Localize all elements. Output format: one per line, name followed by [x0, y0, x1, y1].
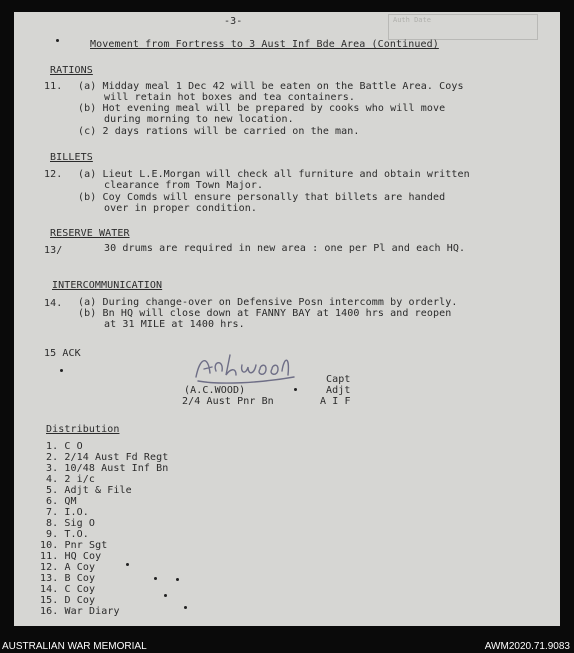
- intercomm-line: (b) Bn HQ will close down at FANNY BAY at 1400 hrs and reopen: [78, 308, 452, 319]
- signatory-unit: 2/4 Aust Pnr Bn: [182, 396, 274, 407]
- para-number: 13/: [44, 245, 63, 256]
- intercommunication-heading: INTERCOMMUNICATION: [52, 280, 163, 291]
- rations-line: (c) 2 days rations will be carried on the man.: [78, 126, 360, 137]
- billets-line: clearance from Town Major.: [104, 180, 264, 191]
- archive-stamp: Auth Date: [388, 14, 538, 40]
- rations-heading: RATIONS: [50, 65, 93, 76]
- rations-line: during morning to new location.: [104, 114, 294, 125]
- ink-speck: [56, 39, 59, 42]
- archive-footer: [0, 636, 574, 653]
- reserve-water-heading: RESERVE WATER: [50, 228, 130, 239]
- ink-speck: [60, 369, 63, 372]
- billets-line: (a) Lieut L.E.Morgan will check all furniture and obtain written: [78, 169, 470, 180]
- distribution-item: 7. I.O.: [46, 507, 89, 518]
- rations-line: will retain hot boxes and tea containers.: [104, 92, 355, 103]
- footer-institution: AUSTRALIAN WAR MEMORIAL: [2, 641, 147, 652]
- acknowledge: 15 ACK: [44, 348, 81, 359]
- intercomm-line: at 31 MILE at 1400 hrs.: [104, 319, 245, 330]
- ink-speck: [294, 388, 297, 391]
- distribution-item: 5. Adjt & File: [46, 485, 132, 496]
- distribution-item: 12. A Coy: [40, 562, 96, 573]
- distribution-item: 3. 10/48 Aust Inf Bn: [46, 463, 169, 474]
- footer-reference: AWM2020.71.9083: [484, 641, 570, 652]
- signatory-role: Adjt: [326, 385, 351, 396]
- distribution-item: 8. Sig O: [46, 518, 95, 529]
- ink-speck: [154, 577, 157, 580]
- rations-line: (b) Hot evening meal will be prepared by cooks who will move: [78, 103, 446, 114]
- distribution-item: 6. QM: [46, 496, 77, 507]
- distribution-item: 14. C Coy: [40, 584, 96, 595]
- ink-speck: [126, 563, 129, 566]
- distribution-item: 10. Pnr Sgt: [40, 540, 108, 551]
- intercomm-line: (a) During change-over on Defensive Posn intercomm by orderly.: [78, 297, 458, 308]
- signatory-name: (A.C.WOOD): [184, 385, 246, 396]
- signatory-force: A I F: [320, 396, 351, 407]
- distribution-heading: Distribution: [46, 424, 120, 435]
- document-page: [14, 12, 560, 626]
- para-number: 12.: [44, 169, 63, 180]
- distribution-item: 4. 2 i/c: [46, 474, 95, 485]
- ink-speck: [184, 606, 187, 609]
- distribution-item: 11. HQ Coy: [40, 551, 102, 562]
- billets-heading: BILLETS: [50, 152, 93, 163]
- distribution-item: 2. 2/14 Aust Fd Regt: [46, 452, 169, 463]
- ink-speck: [176, 578, 179, 581]
- billets-line: (b) Coy Comds will ensure personally that billets are handed: [78, 192, 446, 203]
- distribution-item: 1. C O: [46, 441, 83, 452]
- ink-speck: [164, 594, 167, 597]
- signatory-rank: Capt: [326, 374, 351, 385]
- reserve-water-line: 30 drums are required in new area : one per Pl and each HQ.: [104, 243, 466, 254]
- page-number: -3-: [224, 16, 243, 27]
- distribution-item: 15. D Coy: [40, 595, 96, 606]
- document-title: Movement from Fortress to 3 Aust Inf Bde Area (Continued): [90, 39, 439, 50]
- billets-line: over in proper condition.: [104, 203, 258, 214]
- distribution-item: 9. T.O.: [46, 529, 89, 540]
- para-number: 11.: [44, 81, 63, 92]
- rations-line: (a) Midday meal 1 Dec 42 will be eaten on the Battle Area. Coys: [78, 81, 464, 92]
- handwritten-signature: [190, 347, 300, 387]
- distribution-item: 16. War Diary: [40, 606, 120, 617]
- para-number: 14.: [44, 298, 63, 309]
- distribution-item: 13. B Coy: [40, 573, 96, 584]
